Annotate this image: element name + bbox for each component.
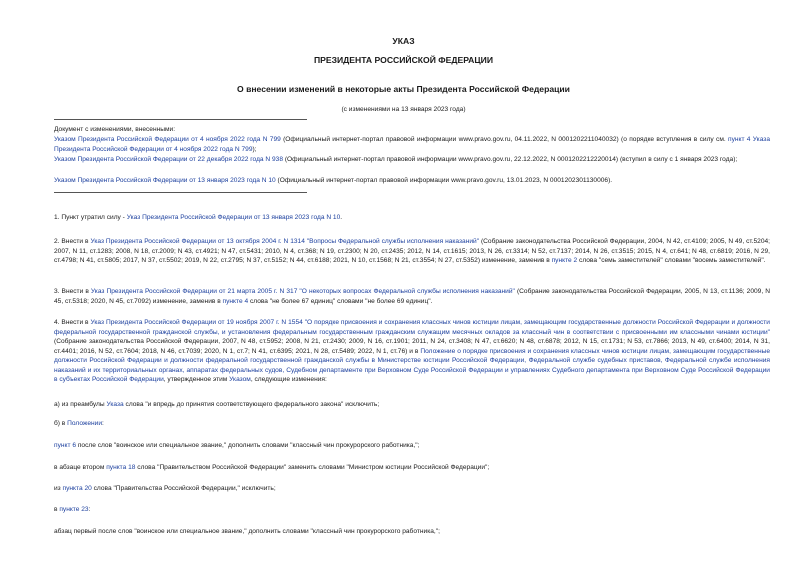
p2-link-point[interactable]: пункте 2 <box>551 257 578 264</box>
paragraph-2: 2. Внести в Указ Президента Российской Федерации от 13 октября 2004 г. N 1314 "Вопросы Федеральной службы исполнения наказаний" (Собрание законодательства Российской Федерации, 2004, N 42, ст.4109; 2005, N 49, ст.5204; 2007, N 11, ст.1283; 2008, N 18, ст.2009; N 43, ст.4921; N 47, ст.5431; 2010, N 4, ст.368; N 19, ст.2300; N 20, ст.2435; 2012, N 14, ст.1615; 2013, N 26, ст.3314; N 52, ст.7137; 2014, N 26, ст.3515; 2015, N 4, ст.641; N 48, ст.6819; 2016, N 29, ст.4798; N 41, ст.5805; 2017, N 37, ст.5502; 2019, N 22, ст.2795; N 37, ст.5152; N 44, ст.6188; 2021, N 10, ст.1568; N 21, ст.3554; N 27, ст.5352) изменение, заменив в пункте 2 слова "семь заместителей" словами "восемь заместителей". <box>54 238 770 264</box>
p3-link-point[interactable]: пункте 4 <box>222 297 249 305</box>
issuer-heading: ПРЕЗИДЕНТА РОССИЙСКОЙ ФЕДЕРАЦИИ <box>313 55 494 65</box>
paragraph-3: 3. Внести в Указ Президента Российской Федерации от 21 марта 2005 г. N 317 "О некоторых вопросах Федеральной службы исполнения наказаний" (Собрание законодательства Российской Федерации, 2005, N 13, ст.1136; 2009, N 45, ст.5318; 2020, N 45, ст.7092) изменение, заменив в пункте 4 слова "не более 67 единиц" словами "не более 69 единиц". <box>54 288 770 305</box>
document-title: О внесении изменений в некоторые акты Президента Российской Федерации <box>237 84 570 94</box>
change-link-799[interactable]: Указом Президента Российской Федерации от 4 ноября 2022 года N 799 <box>54 136 281 143</box>
subitem-b-point6: пункт 6 после слов "воинское или специальное звание," дополнить словами "классный чин прокурорского работника,"; <box>54 442 420 449</box>
change-link-938[interactable]: Указом Президента Российской Федерации от 22 декабря 2022 года N 938 <box>54 156 284 163</box>
point23-link[interactable]: пункте 23 <box>59 506 89 513</box>
subitem-a-link[interactable]: Указа <box>106 401 124 408</box>
change-item-3: Указом Президента Российской Федерации от 13 января 2023 года N 10 (Официальный интернет-портал правовой информации www.pravo.gov.ru, 13.01.2023, N 0001202301130006). <box>54 177 613 184</box>
subitem-b-point23: в пункте 23: <box>54 506 91 513</box>
change-link-799-p4[interactable]: пункт 4 Указа Президента Российской Федерации от 4 ноября 2022 года N 799 <box>54 136 770 153</box>
subitem-b-point23-abz1: абзац первый после слов "воинское или специальное звание," дополнить словами "классный чин прокурорского работника,"; <box>54 528 440 535</box>
p1-link[interactable]: Указ Президента Российской Федерации от 13 января 2023 года N 10 <box>126 214 341 221</box>
point18-link[interactable]: пункта 18 <box>106 464 136 471</box>
p4-link-decree[interactable]: Указом <box>229 376 251 383</box>
subitem-b-point20: из пункта 20 слова "Правительства Российской Федерации," исключить; <box>54 485 276 492</box>
point20-link[interactable]: пункта 20 <box>62 485 92 492</box>
change-item-1: Указом Президента Российской Федерации от 4 ноября 2022 года N 799 (Официальный интернет-портал правовой информации www.pravo.gov.ru, 04.11.2022, N 0001202211040032) (о порядке вступления в силу см. пункт 4 Указа Президента Российской Федерации от 4 ноября 2022 года N 799); <box>54 136 770 153</box>
subitem-b-link[interactable]: Положении <box>67 420 103 427</box>
p3-link[interactable]: Указ Президента Российской Федерации от 21 марта 2005 г. N 317 "О некоторых вопросах Федеральной службы исполнения наказаний" <box>90 288 515 295</box>
subitem-b-point18: в абзаце втором пункта 18 слова "Правительством Российской Федерации" заменить словами "Министром юстиции Российской Федерации"; <box>54 464 490 471</box>
point6-link[interactable]: пункт 6 <box>54 442 76 449</box>
doc-type-heading: УКАЗ <box>392 36 415 46</box>
subitem-b: б) в Положении: <box>54 420 104 427</box>
p2-link[interactable]: Указ Президента Российской Федерации от 13 октября 2004 г. N 1314 "Вопросы Федеральной службы исполнения наказаний" <box>90 238 480 245</box>
p4-link-regulation[interactable]: Положение о порядке присвоения и сохранения классных чинов юстиции лицам, замещающим государственные должности Российской Федерации и должности федеральной государственной гражданской службы в Министерстве юстиции Российской Федерации, Федеральной службе судебных приставов, Федеральной службе исполнения наказаний и их территориальных органах, аппаратах федеральных судов, Судебном департаменте при Верховном Суде Российской Федерации и управлениях Судебного департамента при Верховном Суде Российской Федерации в субъектах Российской Федерации <box>54 347 770 383</box>
p4-link[interactable]: Указ Президента Российской Федерации от 19 ноября 2007 г. N 1554 "О порядке присвоения и сохранения классных чинов юстиции лицам, замещающим государственные должности Российской Федерации и должности федеральной государственной гражданской службы, и установления федеральным государственным гражданским служащим месячных окладов за классный чин в соответствии с присвоенными им классными чинами юстиции" <box>54 319 770 336</box>
change-item-2: Указом Президента Российской Федерации от 22 декабря 2022 года N 938 (Официальный интернет-портал правовой информации www.pravo.gov.ru, 22.12.2022, N 0001202212220014) (вступил в силу с 1 января 2023 года); <box>54 156 738 163</box>
paragraph-1: 1. Пункт утратил силу - Указ Президента Российской Федерации от 13 января 2023 года N 10. <box>54 214 343 221</box>
top-divider <box>54 119 307 120</box>
change-link-10[interactable]: Указом Президента Российской Федерации от 13 января 2023 года N 10 <box>54 177 276 184</box>
version-note: (с изменениями на 13 января 2023 года) <box>341 106 466 113</box>
subitem-a: а) из преамбулы Указа слова "и впредь до принятия соответствующего федерального закона" исключить; <box>54 401 380 408</box>
paragraph-4: 4. Внести в Указ Президента Российской Федерации от 19 ноября 2007 г. N 1554 "О порядке присвоения и сохранения классных чинов юстиции лицам, замещающим государственные должности Российской Федерации и должности федеральной государственной гражданской службы, и установления федеральным государственным гражданским служащим месячных окладов за классный чин в соответствии с присвоенными им классными чинами юстиции" (Собрание законодательства Российской Федерации, 2007, N 48, ст.5952; 2008, N 21, ст.2430; 2009, N 16, ст.1901; 2011, N 24, ст.3408; N 47, ст.6620; N 48, ст.6878; 2012, N 15, ст.1731; N 53, ст.7866; 2013, N 49, ст.6400; 2014, N 31, ст.4401; 2016, N 52, ст.7604; 2018, N 46, ст.7039; 2020, N 1, ст.7; N 41, ст.6395; 2021, N 28, ст.5489; 2022, N 1, ст.76) и в Положение о порядке присвоения и сохранения классных чинов юстиции лицам, замещающим государственные должности Российской Федерации и должности федеральной государственной гражданской службы в Министерстве юстиции Российской Федерации, Федеральной службе судебных приставов, Федеральной службе исполнения наказаний и их территориальных органах, аппаратах федеральных судов, Судебном департаменте при Верховном Суде Российской Федерации и управлениях Судебного департамента при Верховном Суде Российской Федерации в субъектах Российской Федерации, утвержденное этим Указом, следующие изменения: <box>54 319 770 383</box>
changes-intro: Документ с изменениями, внесенными: <box>54 126 176 133</box>
bottom-divider <box>54 192 307 193</box>
